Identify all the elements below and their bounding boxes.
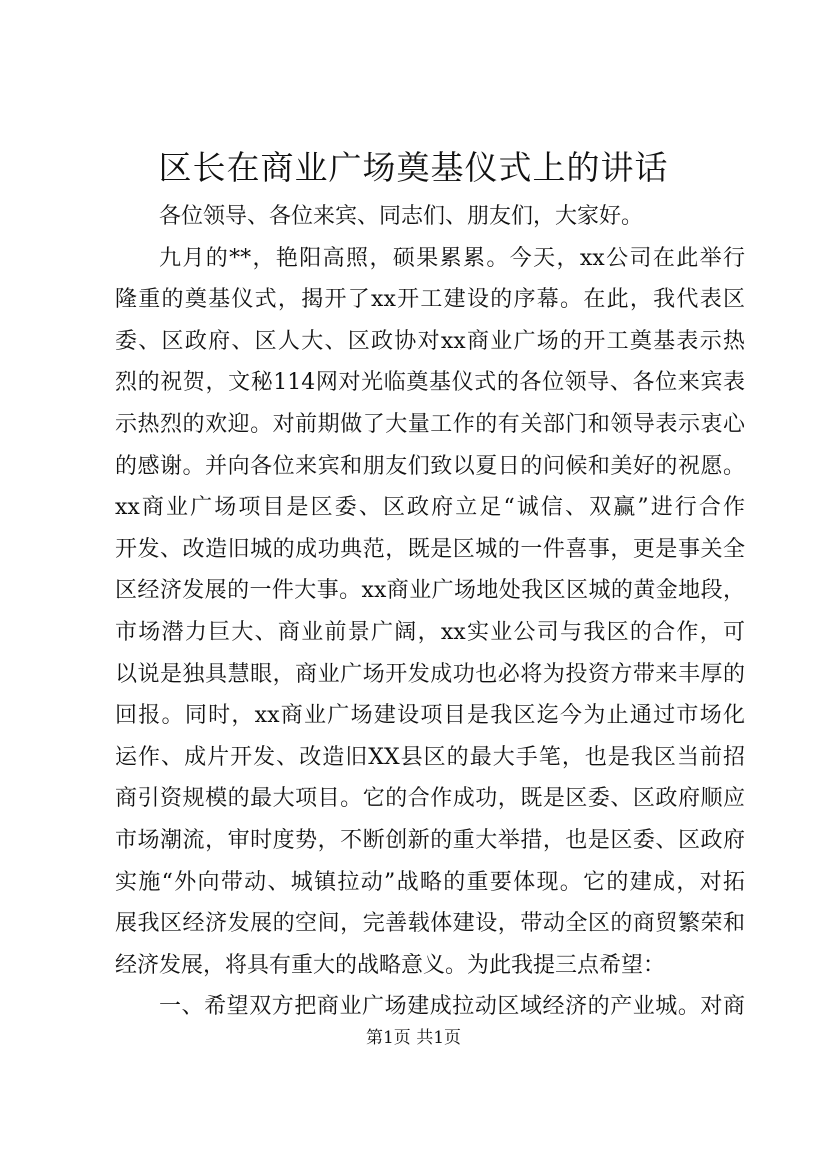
body-line: 经济发展，将具有重大的战略意义。为此我提三点希望： <box>115 952 666 978</box>
body-line: 区经济发展的一件大事。xx商业广场地处我区区城的黄金地段， <box>115 578 745 604</box>
body-line: 的感谢。并向各位来宾和朋友们致以夏日的问候和美好的祝愿。 <box>115 453 745 479</box>
body-line: 回报。同时，xx商业广场建设项目是我区迄今为止通过市场化 <box>115 703 745 729</box>
body-line: 委、区政府、区人大、区政协对xx商业广场的开工奠基表示热 <box>115 328 745 354</box>
body-line: 示热烈的欢迎。对前期做了大量工作的有关部门和领导表示衷心 <box>115 411 745 437</box>
body-line: 烈的祝贺，文秘114网对光临奠基仪式的各位领导、各位来宾表 <box>115 370 745 396</box>
body-line: 一、希望双方把商业广场建成拉动区域经济的产业城。对商 <box>159 994 745 1020</box>
page-footer: 第1页 共1页 <box>365 1028 462 1048</box>
greeting-line: 各位领导、各位来宾、同志们、朋友们，大家好。 <box>159 204 644 229</box>
body-line: 开发、改造旧城的成功典范，既是区城的一件喜事，更是事关全 <box>115 536 745 562</box>
body-line: 运作、成片开发、改造旧XX县区的最大手笔，也是我区当前招 <box>115 744 745 770</box>
body-line: 实施“外向带动、城镇拉动”战略的重要体现。它的建成，对拓 <box>115 869 745 895</box>
body-line: xx商业广场项目是区委、区政府立足“诚信、双赢”进行合作 <box>115 495 745 521</box>
body-line: 商引资规模的最大项目。它的合作成功，既是区委、区政府顺应 <box>115 786 745 812</box>
document-title: 区长在商业广场奠基仪式上的讲话 <box>158 148 669 187</box>
body-line: 九月的**，艳阳高照，硕果累累。今天，xx公司在此举行 <box>159 245 745 271</box>
body-line: 市场潮流，审时度势，不断创新的重大举措，也是区委、区政府 <box>115 827 745 853</box>
body-line: 展我区经济发展的空间，完善载体建设，带动全区的商贸繁荣和 <box>115 911 745 937</box>
body-line: 隆重的奠基仪式，揭开了xx开工建设的序幕。在此，我代表区 <box>115 287 745 313</box>
body-line: 以说是独具慧眼，商业广场开发成功也必将为投资方带来丰厚的 <box>115 661 745 687</box>
body-line: 市场潜力巨大、商业前景广阔，xx实业公司与我区的合作，可 <box>115 619 745 645</box>
document-body <box>115 196 745 1028</box>
